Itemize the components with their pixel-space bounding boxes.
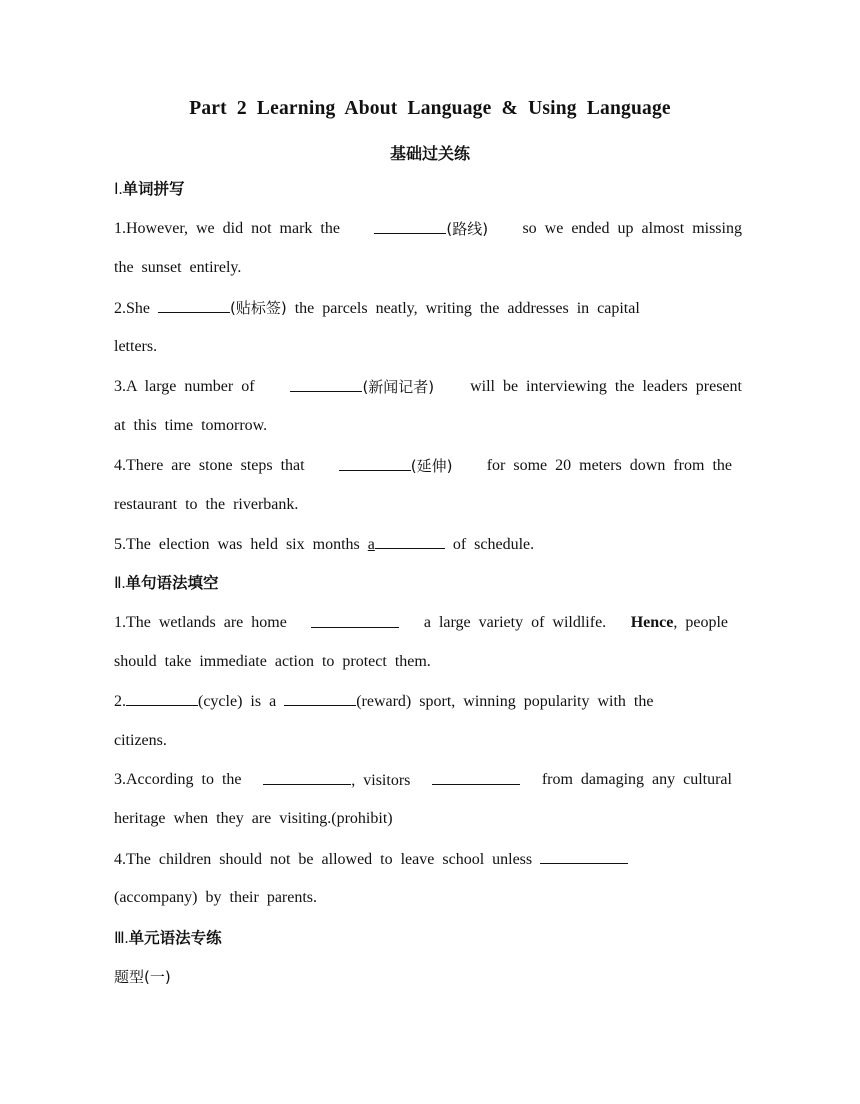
grammar-question-1: 1.The wetlands are home a large variety of wildlife. Hence, people (114, 614, 728, 631)
section-heading-3: Ⅲ.单元语法专练 (114, 929, 222, 947)
word-question-5: 5.The election was held six months a of schedule. (114, 533, 742, 556)
word-question-4: 4.There are stone steps that (延伸) for some 20 meters down from the (114, 457, 732, 475)
word-question-1-cont: the sunset entirely. (114, 259, 242, 276)
page-title: Part 2 Learning About Language & Using Language (189, 98, 671, 119)
answer-blank[interactable] (339, 455, 411, 471)
word-question-3-cont: at this time tomorrow. (114, 417, 268, 434)
word-question-2-cont: letters. (114, 338, 158, 355)
answer-blank[interactable] (263, 769, 351, 785)
word-question-3: 3.A large number of (新闻记者) will be interviewing the leaders present (114, 378, 742, 396)
page-subtitle: 基础过关练 (389, 144, 470, 163)
word-question-1: 1.However, we did not mark the (路线) so we ended up almost missing (114, 220, 742, 238)
section-heading-2: Ⅱ.单句语法填空 (114, 574, 219, 592)
question-type-label: 题型(一) (114, 968, 171, 986)
answer-blank[interactable] (290, 376, 362, 392)
answer-blank[interactable] (432, 769, 520, 785)
grammar-question-3-cont: heritage when they are visiting.(prohibit) (114, 810, 393, 827)
answer-blank-with-letter[interactable]: a (368, 536, 445, 553)
word-question-4-cont: restaurant to the riverbank. (114, 496, 299, 513)
answer-blank[interactable] (284, 690, 356, 706)
answer-blank[interactable] (540, 848, 628, 864)
grammar-question-4-cont: (accompany) by their parents. (114, 889, 318, 906)
grammar-question-1-cont: should take immediate action to protect them. (114, 653, 431, 670)
answer-blank[interactable] (374, 218, 446, 234)
grammar-question-2: 2. (cycle) is a (reward) sport, winning popularity with the (114, 690, 694, 713)
answer-blank[interactable] (126, 690, 198, 706)
grammar-question-4: 4.The children should not be allowed to leave school unless (114, 848, 742, 871)
grammar-question-3: 3.According to the , visitors from damaging any cultural (114, 771, 732, 789)
answer-blank[interactable] (311, 612, 399, 628)
answer-blank[interactable] (158, 297, 230, 313)
word-question-2: 2.She (贴标签) the parcels neatly, writing the addresses in capital (114, 299, 640, 317)
section-heading-1: Ⅰ.单词拼写 (114, 180, 185, 198)
grammar-question-2-cont: citizens. (114, 732, 167, 749)
